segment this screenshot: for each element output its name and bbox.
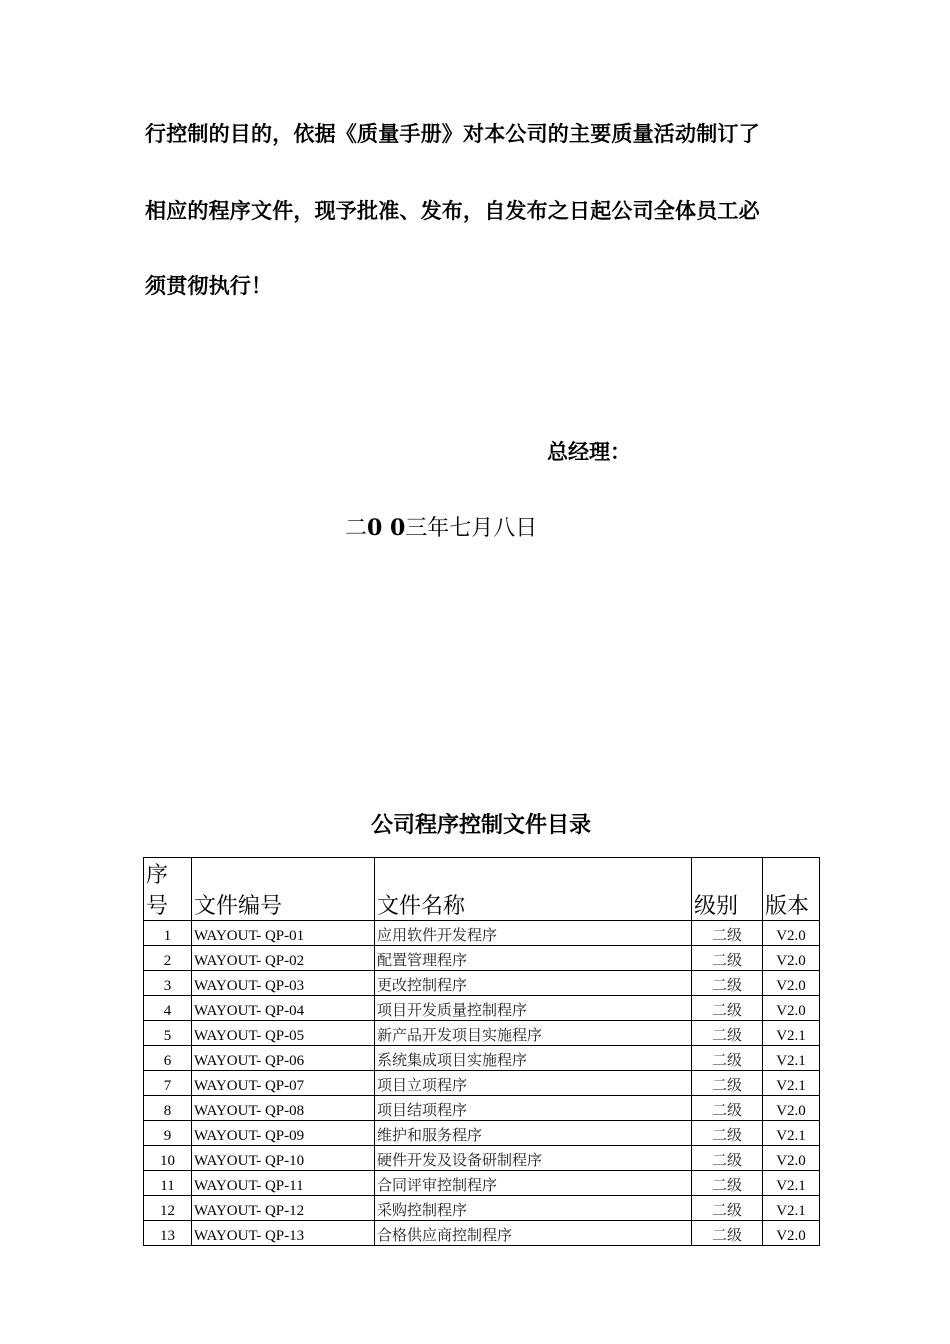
cell-name: 硬件开发及设备研制程序 (375, 1146, 692, 1171)
table-row (144, 1021, 820, 1046)
date-part-post: 三年七月八日 (405, 516, 538, 541)
header-name: 文件名称 (375, 858, 692, 921)
table-row (144, 1046, 820, 1071)
cell-number: 6 (144, 1046, 192, 1071)
cell-number: 10 (144, 1146, 192, 1171)
signer-label: 总经理： (547, 439, 631, 464)
header-version: 版本 (763, 858, 820, 921)
table-row (144, 1196, 820, 1221)
cell-code: WAYOUT- QP-01 (192, 921, 375, 946)
cell-code: WAYOUT- QP-12 (192, 1196, 375, 1221)
cell-level: 二级 (692, 996, 763, 1021)
cell-level: 二级 (692, 1146, 763, 1171)
cell-name: 系统集成项目实施程序 (375, 1046, 692, 1071)
cell-level: 二级 (692, 1071, 763, 1096)
date-part-pre: 二 (345, 516, 368, 541)
cell-number: 4 (144, 996, 192, 1021)
cell-code: WAYOUT- QP-09 (192, 1121, 375, 1146)
cell-version: V2.0 (763, 971, 820, 996)
cell-version: V2.1 (763, 1046, 820, 1071)
cell-code: WAYOUT- QP-02 (192, 946, 375, 971)
table-row (144, 971, 820, 996)
cell-level: 二级 (692, 971, 763, 996)
cell-number: 3 (144, 971, 192, 996)
cell-number: 2 (144, 946, 192, 971)
cell-number: 5 (144, 1021, 192, 1046)
cell-name: 新产品开发项目实施程序 (375, 1021, 692, 1046)
cell-number: 1 (144, 921, 192, 946)
cell-version: V2.0 (763, 1096, 820, 1121)
toc-table (143, 857, 820, 1246)
table-row (144, 1121, 820, 1146)
cell-level: 二级 (692, 921, 763, 946)
header-code: 文件编号 (192, 858, 375, 921)
cell-name: 维护和服务程序 (375, 1121, 692, 1146)
cell-level: 二级 (692, 1121, 763, 1146)
cell-code: WAYOUT- QP-13 (192, 1221, 375, 1246)
cell-level: 二级 (692, 1046, 763, 1071)
toc-header-row (144, 858, 820, 921)
cell-name: 配置管理程序 (375, 946, 692, 971)
cell-level: 二级 (692, 1021, 763, 1046)
date-part-digits: 0 0 (367, 515, 406, 541)
cell-level: 二级 (692, 1221, 763, 1246)
table-row (144, 921, 820, 946)
cell-number: 13 (144, 1221, 192, 1246)
cell-version: V2.0 (763, 996, 820, 1021)
header-level: 级别 (692, 858, 763, 921)
cell-code: WAYOUT- QP-08 (192, 1096, 375, 1121)
table-row (144, 996, 820, 1021)
cell-code: WAYOUT- QP-11 (192, 1171, 375, 1196)
cell-level: 二级 (692, 1171, 763, 1196)
document-date (345, 511, 537, 542)
toc-title: 公司程序控制文件目录 (371, 812, 592, 838)
cell-version: V2.0 (763, 1221, 820, 1246)
cell-name: 项目立项程序 (375, 1071, 692, 1096)
cell-version: V2.1 (763, 1196, 820, 1221)
cell-level: 二级 (692, 1196, 763, 1221)
cell-number: 7 (144, 1071, 192, 1096)
cell-code: WAYOUT- QP-04 (192, 996, 375, 1021)
cell-name: 合同评审控制程序 (375, 1171, 692, 1196)
cell-level: 二级 (692, 946, 763, 971)
cell-code: WAYOUT- QP-07 (192, 1071, 375, 1096)
cell-version: V2.0 (763, 946, 820, 971)
cell-name: 项目结项程序 (375, 1096, 692, 1121)
cell-level: 二级 (692, 1096, 763, 1121)
cell-version: V2.1 (763, 1171, 820, 1196)
paragraph-line-1: 行控制的目的，依据《质量手册》对本公司的主要质量活动制订了 (145, 121, 760, 146)
cell-version: V2.0 (763, 1146, 820, 1171)
header-number: 序号 (144, 858, 192, 921)
cell-number: 11 (144, 1171, 192, 1196)
cell-version: V2.0 (763, 921, 820, 946)
table-row (144, 946, 820, 971)
cell-version: V2.1 (763, 1021, 820, 1046)
cell-name: 合格供应商控制程序 (375, 1221, 692, 1246)
table-row (144, 1171, 820, 1196)
cell-code: WAYOUT- QP-03 (192, 971, 375, 996)
table-row (144, 1221, 820, 1246)
table-row (144, 1096, 820, 1121)
cell-name: 项目开发质量控制程序 (375, 996, 692, 1021)
cell-name: 更改控制程序 (375, 971, 692, 996)
cell-number: 9 (144, 1121, 192, 1146)
cell-number: 8 (144, 1096, 192, 1121)
table-row (144, 1146, 820, 1171)
table-row (144, 1071, 820, 1096)
cell-name: 采购控制程序 (375, 1196, 692, 1221)
toc-body (144, 921, 820, 1246)
cell-version: V2.1 (763, 1071, 820, 1096)
paragraph-line-2: 相应的程序文件，现予批准、发布，自发布之日起公司全体员工必 (145, 198, 760, 223)
cell-name: 应用软件开发程序 (375, 921, 692, 946)
paragraph-line-3: 须贯彻执行！ (145, 273, 273, 298)
cell-number: 12 (144, 1196, 192, 1221)
cell-code: WAYOUT- QP-10 (192, 1146, 375, 1171)
cell-code: WAYOUT- QP-06 (192, 1046, 375, 1071)
cell-version: V2.1 (763, 1121, 820, 1146)
cell-code: WAYOUT- QP-05 (192, 1021, 375, 1046)
